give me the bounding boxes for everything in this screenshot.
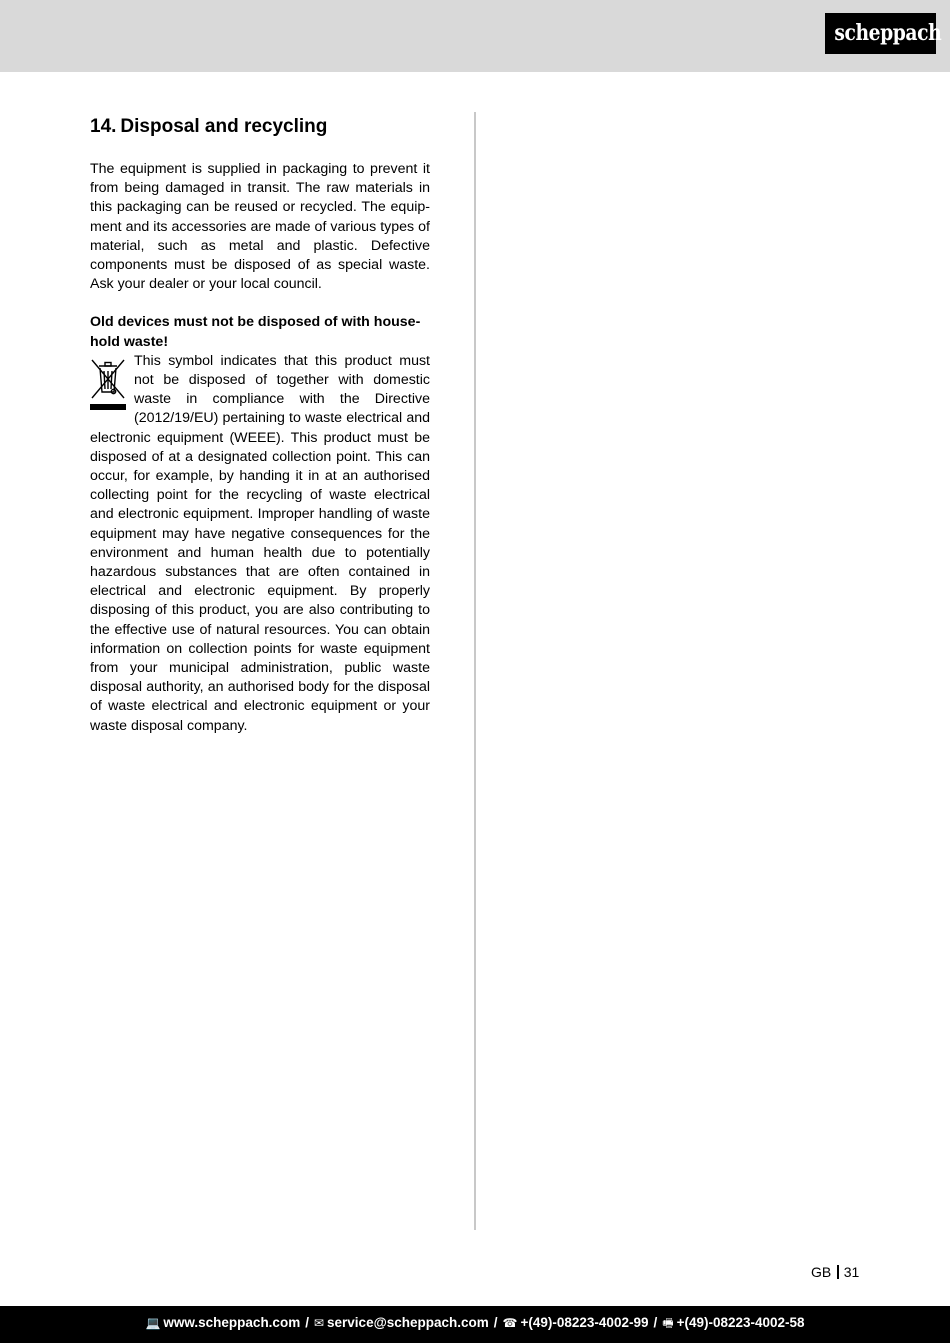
phone-icon: ☎ [502,1316,518,1330]
footer-fax: +(49)-08223-4002-58 [676,1315,805,1330]
page-number [811,1264,859,1280]
footer-email[interactable]: service@scheppach.com [327,1315,489,1330]
language-code: GB [811,1264,832,1280]
fax-icon: 🖷 [662,1316,674,1330]
weee-paragraph: This symbol indicates that this product must not be disposed of together with domestic waste in compliance with the Directive (2012/19/EU) pertaining to waste electrical and electronic equipment (WEEE). This product must be disposed of at a designated collection point. This can occur, for example, by handing it in at an authorised collecting point for the recycling of waste electrical and electronic equipment. Improper handling of waste equipment may have negative consequences for the environment and human health due to potentially hazardous substances that are often contained in electrical and electronic equipment. By properly disposing of this product, you are also contributing to the effective use of natural resources. You can obtain information on collection points for waste equipment from your municipal administration, public waste disposal authority, an authorised body for the disposal of waste electrical and electronic equipment or your waste disposal company. [90,352,430,734]
page-number-separator [837,1265,839,1279]
footer-separator: / [305,1315,309,1330]
footer-website[interactable]: www.scheppach.com [163,1315,301,1330]
section-heading [90,114,430,140]
scheppach-logo: scheppach [825,13,936,54]
footer-separator: / [653,1315,658,1330]
column-divider [474,112,476,1230]
disposal-section [90,114,430,736]
weee-crossed-bin-icon [90,354,126,412]
footer-phone: +(49)-08223-4002-99 [520,1315,649,1330]
weee-block [90,352,430,736]
computer-icon: 💻 [145,1316,161,1330]
household-waste-warning: Old devices must not be disposed of with household waste! [90,314,421,350]
footer-separator: / [493,1315,498,1330]
page-number-value: 31 [843,1264,860,1280]
header-band [0,0,950,72]
section-title: Disposal and recycling [120,116,328,137]
email-icon: ✉ [313,1316,325,1330]
packaging-paragraph: The equipment is supplied in packaging to prevent it from being damaged in transit. The raw materials in this packaging can be reused or recycled. The equipment and its accessories are made of various types of material, such as metal and plastic. Defective components must be disposed of as special waste. Ask your dealer or your local council. [90,161,430,293]
footer-bar [0,1306,950,1343]
section-number: 14. [90,116,117,137]
